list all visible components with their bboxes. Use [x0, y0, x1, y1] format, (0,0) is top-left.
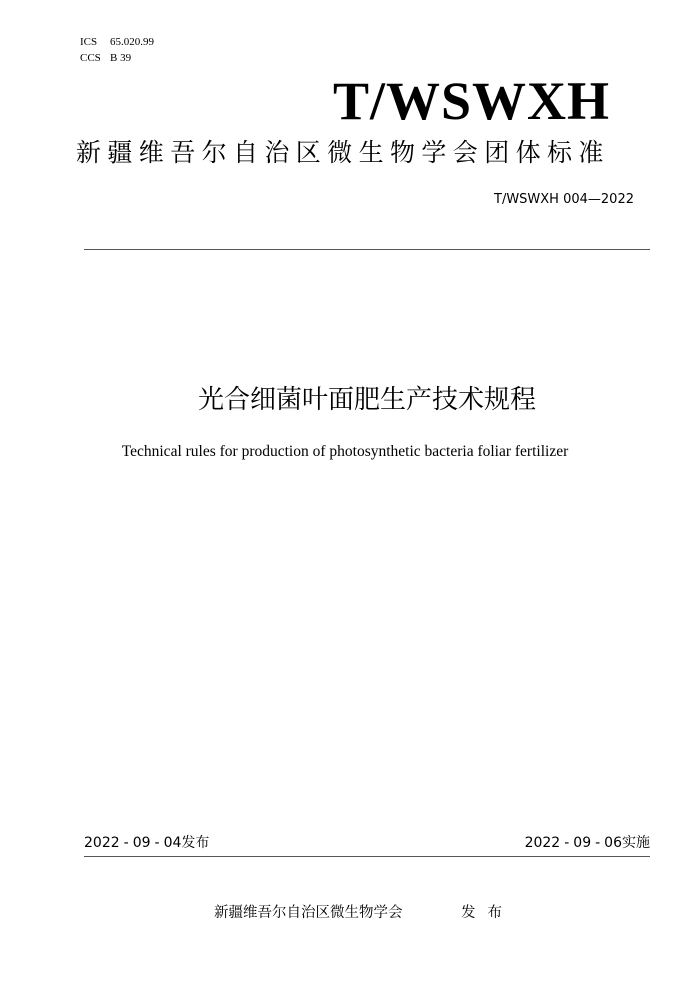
- ics-row: [80, 34, 154, 50]
- top-divider: [84, 249, 650, 250]
- organization-code: T/WSWXH: [332, 71, 610, 131]
- standard-type-heading: 新疆维吾尔自治区微生物学会团体标准: [76, 138, 610, 167]
- english-title: Technical rules for production of photosynthetic bacteria foliar fertilizer: [121, 443, 569, 460]
- issue-month: 09: [132, 835, 151, 851]
- document-number: T/WSWXH 004—2022: [494, 192, 634, 207]
- ccs-label: CCS: [80, 52, 101, 64]
- classification-codes: [80, 34, 154, 66]
- issue-day: 04: [163, 835, 182, 851]
- implementation-label: 实施: [622, 835, 650, 851]
- implementation-date: 2022 - 09 - 06实施: [524, 835, 650, 851]
- issuing-organization: 新疆维吾尔自治区微生物学会: [214, 905, 403, 921]
- issue-label: 发布: [181, 835, 210, 851]
- issue-date: 2022 - 09 - 04发布: [84, 835, 210, 851]
- ics-label: ICS: [80, 36, 98, 48]
- ics-code: 65.020.99: [110, 36, 154, 48]
- implementation-month: 09: [573, 835, 592, 851]
- ccs-code: B 39: [110, 52, 132, 64]
- bottom-divider: [84, 856, 650, 857]
- implementation-day: 06: [604, 835, 622, 851]
- chinese-title: 光合细菌叶面肥生产技术规程: [197, 385, 536, 415]
- issuing-action: 发布: [461, 905, 514, 921]
- ccs-row: [80, 50, 154, 66]
- implementation-year: 2022: [524, 835, 561, 851]
- issue-year: 2022: [84, 835, 120, 851]
